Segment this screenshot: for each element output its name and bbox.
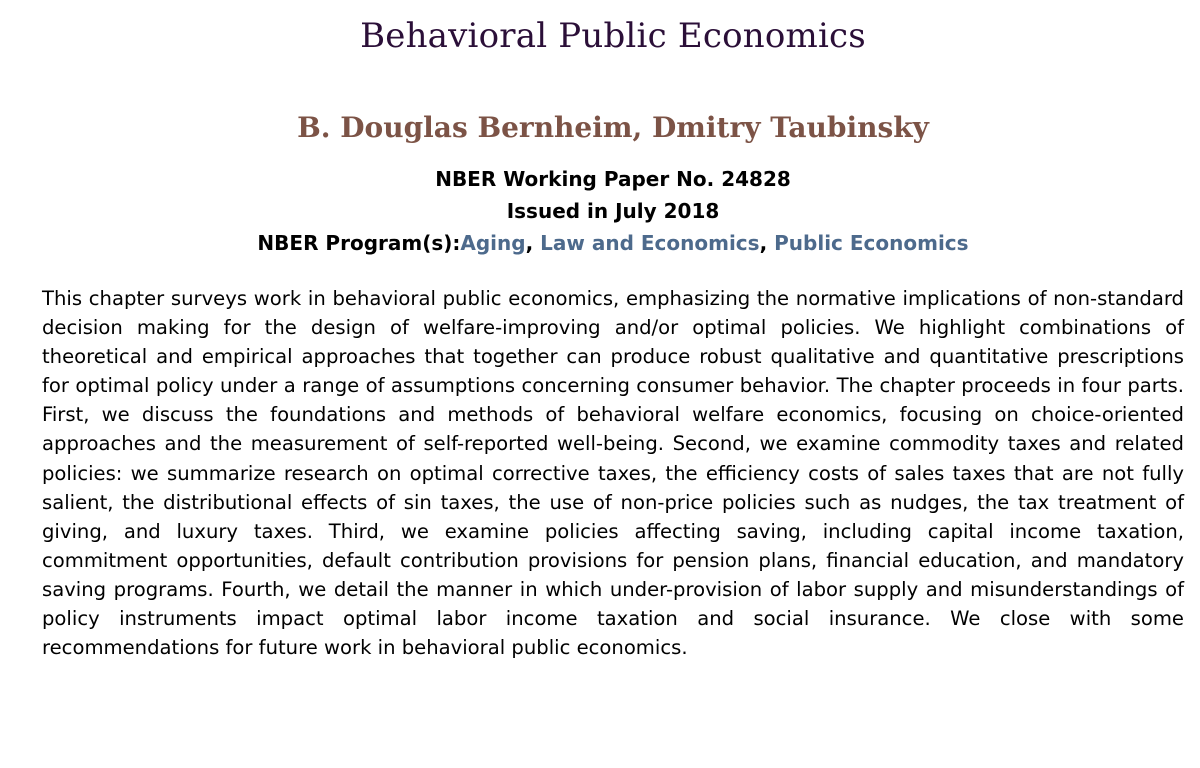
program-separator: , <box>525 231 541 255</box>
issue-date: Issued in July 2018 <box>506 199 720 223</box>
paper-authors: B. Douglas Bernheim, Dmitry Taubinsky <box>297 111 929 144</box>
paper-title: Behavioral Public Economics <box>360 16 866 56</box>
paper-metadata <box>42 163 1184 259</box>
program-list <box>42 227 1184 259</box>
program-link-public-economics[interactable]: Public Economics <box>774 231 969 255</box>
programs-label: NBER Program(s): <box>257 231 461 255</box>
paper-abstract: This chapter surveys work in behavioral public economics, emphasizing the normative implications of non-standard decision making for the design of welfare-improving and/or optimal policies. We highlight combinations of theoretical and empirical approaches that together can produce robust qualitative and quantitative prescriptions for optimal policy under a range of assumptions concerning consumer behavior. The chapter proceeds in four parts. First, we discuss the foundations and methods of behavioral welfare economics, focusing on choice-oriented approaches and the measurement of self-reported well-being. Second, we examine commodity taxes and related policies: we summarize research on optimal corrective taxes, the efficiency costs of sales taxes that are not fully salient, the distributional effects of sin taxes, the use of non-price policies such as nudges, the tax treatment of giving, and luxury taxes. Third, we examine policies affecting saving, including capital income taxation, commitment opportunities, default contribution provisions for pension plans, financial education, and mandatory saving programs. Fourth, we detail the manner in which under-provision of labor supply and misunderstandings of policy instruments impact optimal labor income taxation and social insurance. We close with some recommendations for future work in behavioral public economics. <box>42 287 1184 660</box>
working-paper-number: NBER Working Paper No. 24828 <box>435 167 791 191</box>
program-separator: , <box>759 231 775 255</box>
program-link-aging[interactable]: Aging <box>460 231 526 255</box>
program-link-law-and-economics[interactable]: Law and Economics <box>540 231 760 255</box>
